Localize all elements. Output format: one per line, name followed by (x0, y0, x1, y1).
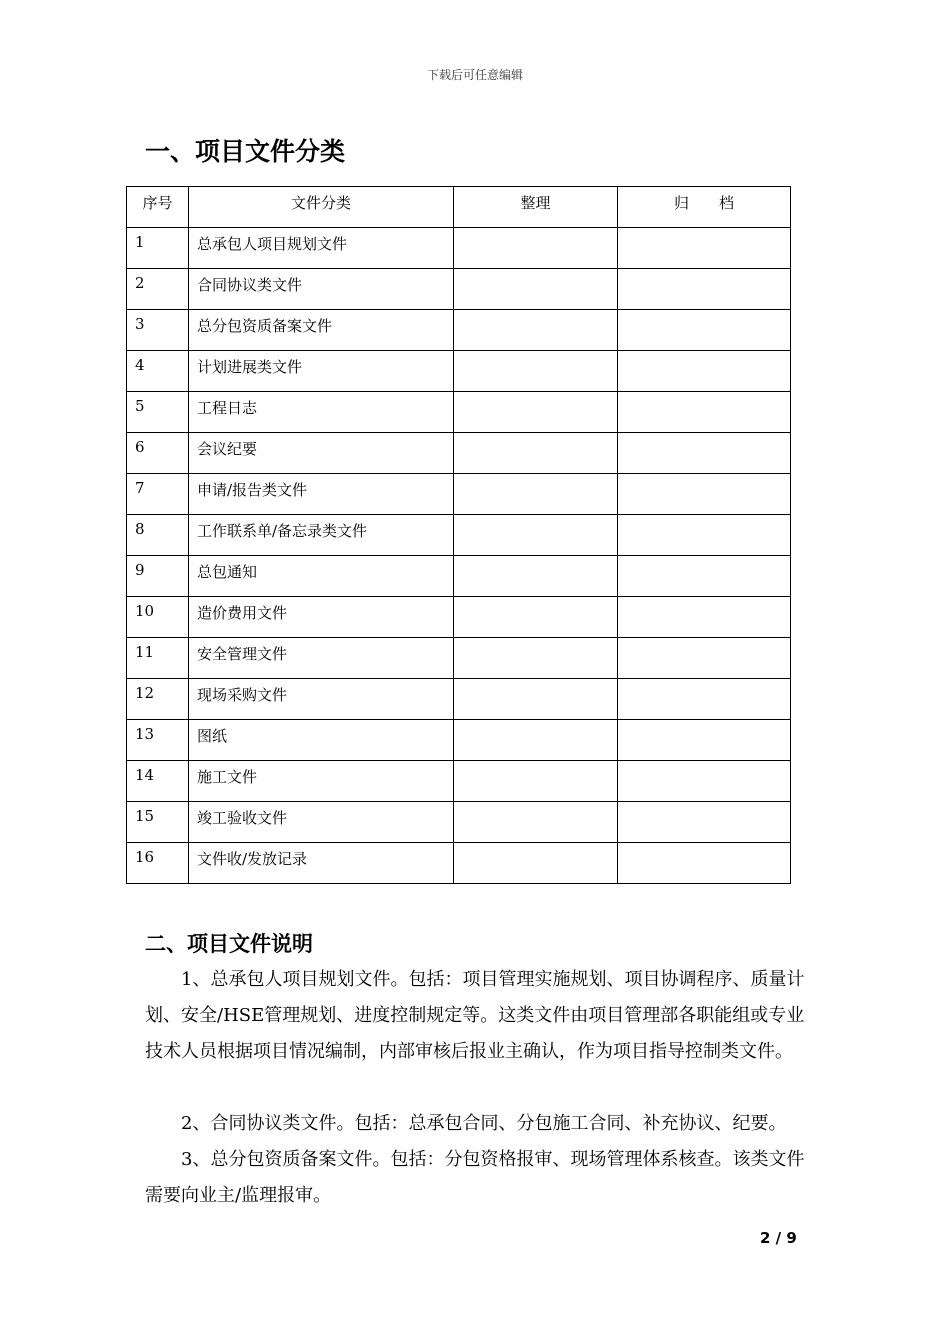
cell-organize (454, 720, 618, 761)
cell-category: 造价费用文件 (189, 597, 454, 638)
cell-category: 施工文件 (189, 761, 454, 802)
header-organize: 整理 (454, 187, 618, 228)
table-row (127, 597, 791, 638)
table-row (127, 515, 791, 556)
section1-title: 一、项目文件分类 (145, 137, 346, 166)
cell-organize (454, 474, 618, 515)
cell-no: 8 (127, 515, 189, 556)
cell-no: 6 (127, 433, 189, 474)
cell-no: 15 (127, 802, 189, 843)
table-row (127, 679, 791, 720)
cell-organize (454, 310, 618, 351)
section2-title: 二、项目文件说明 (145, 932, 313, 956)
table-body (127, 228, 791, 884)
file-category-table (126, 186, 791, 884)
cell-no: 13 (127, 720, 189, 761)
header-archive: 归 档 (618, 187, 791, 228)
cell-organize (454, 351, 618, 392)
table-row (127, 556, 791, 597)
table-row (127, 392, 791, 433)
cell-no: 7 (127, 474, 189, 515)
table-row (127, 638, 791, 679)
cell-category: 会议纪要 (189, 433, 454, 474)
cell-organize (454, 802, 618, 843)
cell-archive (618, 761, 791, 802)
cell-organize (454, 679, 618, 720)
cell-no: 3 (127, 310, 189, 351)
cell-archive (618, 556, 791, 597)
cell-archive (618, 802, 791, 843)
cell-category: 安全管理文件 (189, 638, 454, 679)
table-row (127, 802, 791, 843)
cell-organize (454, 638, 618, 679)
cell-archive (618, 638, 791, 679)
cell-archive (618, 433, 791, 474)
cell-archive (618, 269, 791, 310)
cell-archive (618, 515, 791, 556)
table-row (127, 269, 791, 310)
cell-archive (618, 843, 791, 884)
header-note: 下载后可任意编辑 (426, 68, 523, 82)
cell-archive (618, 228, 791, 269)
cell-no: 11 (127, 638, 189, 679)
cell-archive (618, 310, 791, 351)
header-no: 序号 (127, 187, 189, 228)
table-row (127, 228, 791, 269)
cell-organize (454, 228, 618, 269)
table-header-row (127, 187, 791, 228)
cell-archive (618, 720, 791, 761)
paragraph-3: 3、总分包资质备案文件。包括：分包资格报审、现场管理体系核查。该类文件需要向业主/监理报审。 (145, 1149, 805, 1206)
cell-category: 合同协议类文件 (189, 269, 454, 310)
cell-category: 竣工验收文件 (189, 802, 454, 843)
cell-no: 14 (127, 761, 189, 802)
cell-no: 10 (127, 597, 189, 638)
cell-category: 申请/报告类文件 (189, 474, 454, 515)
cell-no: 12 (127, 679, 189, 720)
cell-no: 4 (127, 351, 189, 392)
cell-category: 图纸 (189, 720, 454, 761)
table-row (127, 310, 791, 351)
cell-organize (454, 761, 618, 802)
page-number: 2 / 9 (760, 1229, 797, 1247)
table-row (127, 720, 791, 761)
cell-category: 文件收/发放记录 (189, 843, 454, 884)
cell-archive (618, 392, 791, 433)
cell-archive (618, 679, 791, 720)
cell-organize (454, 843, 618, 884)
cell-no: 2 (127, 269, 189, 310)
table-row (127, 351, 791, 392)
cell-category: 计划进展类文件 (189, 351, 454, 392)
table-row (127, 474, 791, 515)
cell-category: 工作联系单/备忘录类文件 (189, 515, 454, 556)
cell-organize (454, 597, 618, 638)
cell-organize (454, 433, 618, 474)
cell-no: 16 (127, 843, 189, 884)
cell-category: 总承包人项目规划文件 (189, 228, 454, 269)
cell-no: 1 (127, 228, 189, 269)
paragraph-1: 1、总承包人项目规划文件。包括：项目管理实施规划、项目协调程序、质量计划、安全/HSE管理规划、进度控制规定等。这类文件由项目管理部各职能组或专业技术人员根据项目情况编制，内部审核后报业主确认，作为项目指导控制类文件。 (145, 969, 805, 1062)
cell-category: 总分包资质备案文件 (189, 310, 454, 351)
cell-organize (454, 515, 618, 556)
table-row (127, 433, 791, 474)
cell-archive (618, 351, 791, 392)
cell-organize (454, 556, 618, 597)
header-category: 文件分类 (189, 187, 454, 228)
cell-archive (618, 474, 791, 515)
cell-category: 工程日志 (189, 392, 454, 433)
cell-no: 5 (127, 392, 189, 433)
cell-archive (618, 597, 791, 638)
cell-no: 9 (127, 556, 189, 597)
cell-organize (454, 392, 618, 433)
cell-category: 现场采购文件 (189, 679, 454, 720)
paragraph-2: 2、合同协议类文件。包括：总承包合同、分包施工合同、补充协议、纪要。 (181, 1113, 787, 1134)
cell-organize (454, 269, 618, 310)
cell-category: 总包通知 (189, 556, 454, 597)
table-row (127, 843, 791, 884)
table-row (127, 761, 791, 802)
